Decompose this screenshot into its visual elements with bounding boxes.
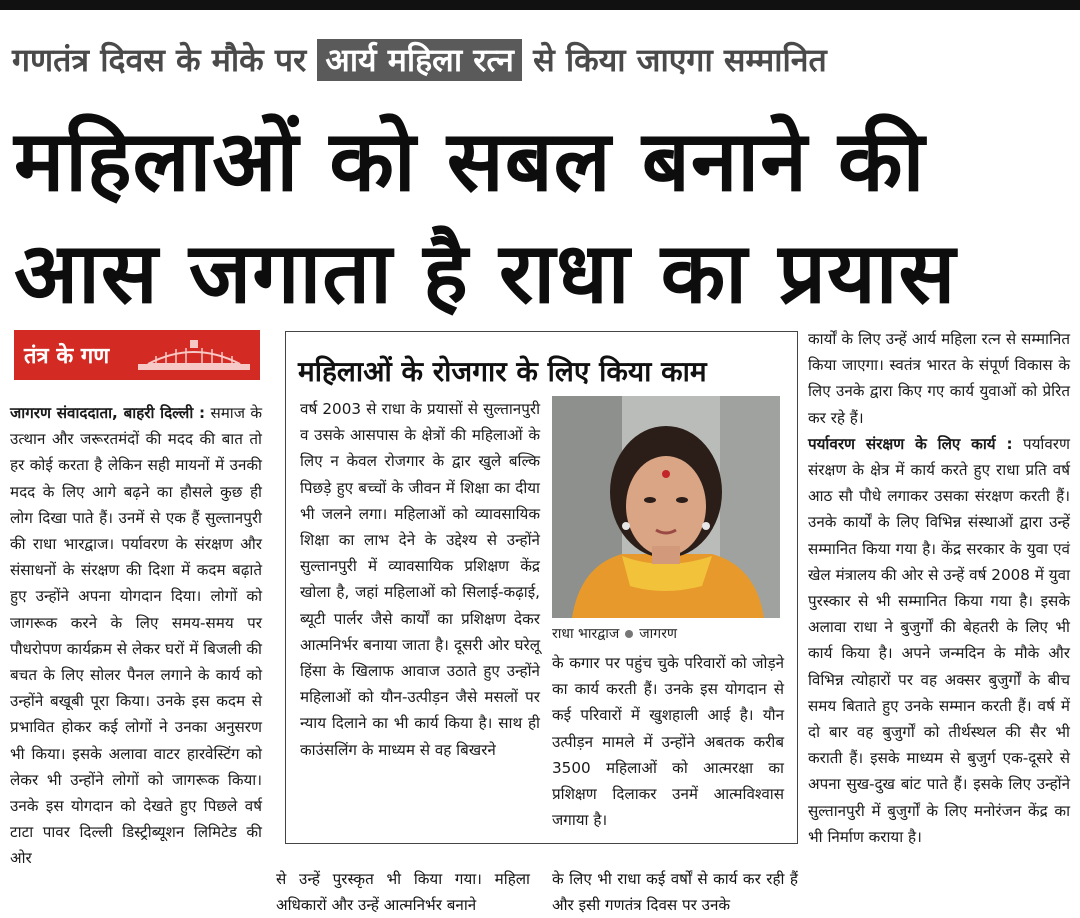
column-4-body: पर्यावरण संरक्षण के क्षेत्र में कार्य करते हुए राधा प्रति वर्ष आठ सौ पौधे लगाकर उसका संरक्षण करती हैं। उनके कार्यों के लिए विभिन्न संस्थाओं द्वारा उन्हें सम्मानित किया गया है। केंद्र सरकार के युवा एवं खेल मंत्रालय की ओर से उन्हें वर्ष 2008 में युवा पुरस्कार से भी सम्मानित किया गया है। इसके अलावा राधा ने बुजुर्गों की बेहतरी के लिए भी कार्य किया है। अपने जन्मदिन के मौके और विभिन्न त्योहारों पर वह अक्सर बुजुर्गों के बीच समय बिताते हुए उनके सम्मान करती हैं। वर्ष में दो बार वह बुजुर्गों को तीर्थस्थल की सैर भी कराती हैं। इसके माध्यम से बुजुर्ग एक-दूसरे से अपना सुख-दुख बांट पाते हैं। इसके लिए उन्होंने सुल्तानपुरी में बुजुर्गों के लिए मनोरंजन केंद्र का भी निर्माण कराया है। (808, 434, 1070, 846)
photo-caption-name: राधा भारद्वाज (552, 626, 620, 642)
parliament-icon (134, 336, 254, 374)
kicker-before: गणतंत्र दिवस के मौके पर (12, 41, 318, 79)
headline-line-1: महिलाओं को सबल बनाने की (14, 112, 926, 210)
box-column-left (300, 396, 540, 763)
headline-line-2: आस जगाता है राधा का प्रयास (14, 224, 957, 322)
box-column-left-text: वर्ष 2003 से राधा के प्रयासों से सुल्तानपुरी व उसके आसपास के क्षेत्रों की महिलाओं के लिए न केवल रोजगार के द्वार खुले बल्कि पिछड़े हुए बच्चों के जीवन में शिक्षा का दीया भी जलने लगा। महिलाओं को व्यावसायिक शिक्षा का लाभ देने के उद्देश्य से उन्होंने सुल्तानपुरी में व्यावसायिक प्रशिक्षण केंद्र खोला है, जहां महिलाओं को सिलाई-कढ़ाई, ब्यूटी पार्लर जैसे कार्यों का प्रशिक्षण देकर आत्मनिर्भर बनाया जाता है। दूसरी ओर घरेलू हिंसा के खिलाफ आवाज उठाते हुए उन्होंने महिलाओं को यौन-उत्पीड़न जैसे मसलों पर न्याय दिलाने का भी कार्य किया है। साथ ही काउंसलिंग के माध्यम से वह बिखरने (300, 400, 540, 759)
bottom-column-2 (276, 866, 530, 918)
photo-caption (552, 624, 677, 643)
box-column-right-text: के कगार पर पहुंच चुके परिवारों को जोड़ने का कार्य करती हैं। उनके इस योगदान से कई परिवारों में खुशहाली आई है। यौन उत्पीड़न मामले में उन्होंने अबतक करीब 3500 महिलाओं को आत्मरक्षा का प्रशिक्षण दिलाकर उनमें आत्मविश्वास जगाया है। (552, 654, 784, 830)
kicker-after: से किया जाएगा सम्मानित (521, 41, 827, 79)
portrait-illustration (552, 396, 780, 618)
bottom-column-2-text: से उन्हें पुरस्कृत भी किया गया। महिला अधिकारों और उन्हें आत्मनिर्भर बनाने (276, 870, 530, 914)
column-1 (10, 400, 262, 872)
section-tag-label: तंत्र के गण (24, 344, 110, 369)
kicker-highlight: आर्य महिला रत्न (317, 39, 522, 81)
column-4-subhead: पर्यावरण संरक्षण के लिए कार्य : (808, 434, 1013, 453)
column-4-intro: कार्यों के लिए उन्हें आर्य महिला रत्न से सम्मानित किया जाएगा। स्वतंत्र भारत के संपूर्ण विकास के लिए उनके द्वारा किए गए कार्य युवाओं को प्रेरित कर रहे हैं। (808, 330, 1070, 427)
kicker-line (12, 38, 827, 81)
photo-caption-credit: जागरण (639, 626, 678, 642)
section-tag (14, 330, 260, 380)
column-1-text: समाज के उत्थान और जरूरतमंदों की मदद की बात तो हर कोई करता है लेकिन सही मायनों में उनकी मदद के लिए आगे बढ़ने का हौसले कुछ ही लोग दिखा पाते हैं। उनमें से एक हैं सुल्तानपुरी की राधा भारद्वाज। पर्यावरण के संरक्षण और संसाधनों के संरक्षण की दिशा में कदम बढ़ाते हुए उन्होंने अपना योगदान दिया। लोगों को जागरूक करने के लिए समय-समय पर पौधरोपण कार्यक्रम से लेकर घरों में बिजली की बचत के लिए सोलर पैनल लगाने के कार्य को उन्होंने बखूबी पूरा किया। उनके इस कदम से प्रभावित होकर कई लोगों ने उनका अनुसरण भी किया। इसके अलावा वाटर हारवेस्टिंग को लेकर भी उन्होंने लोगों को जागरूक किया। उनके इस योगदान को देखते हुए पिछले वर्ष टाटा पावर दिल्ली डिस्ट्रीब्यूशन लिमिटेड की ओर (10, 404, 262, 868)
box-title: महिलाओं के रोजगार के लिए किया काम (298, 355, 707, 388)
column-4 (808, 326, 1070, 850)
byline: जागरण संवाददाता, बाहरी दिल्ली : (10, 404, 206, 422)
portrait-photo (552, 396, 780, 618)
top-border (0, 0, 1080, 10)
caption-dot-icon (625, 630, 633, 638)
box-column-right (552, 650, 784, 833)
bottom-column-3-text: के लिए भी राधा कई वर्षों से कार्य कर रही हैं और इसी गणतंत्र दिवस पर उनके (552, 870, 798, 914)
bottom-column-3 (552, 866, 798, 918)
